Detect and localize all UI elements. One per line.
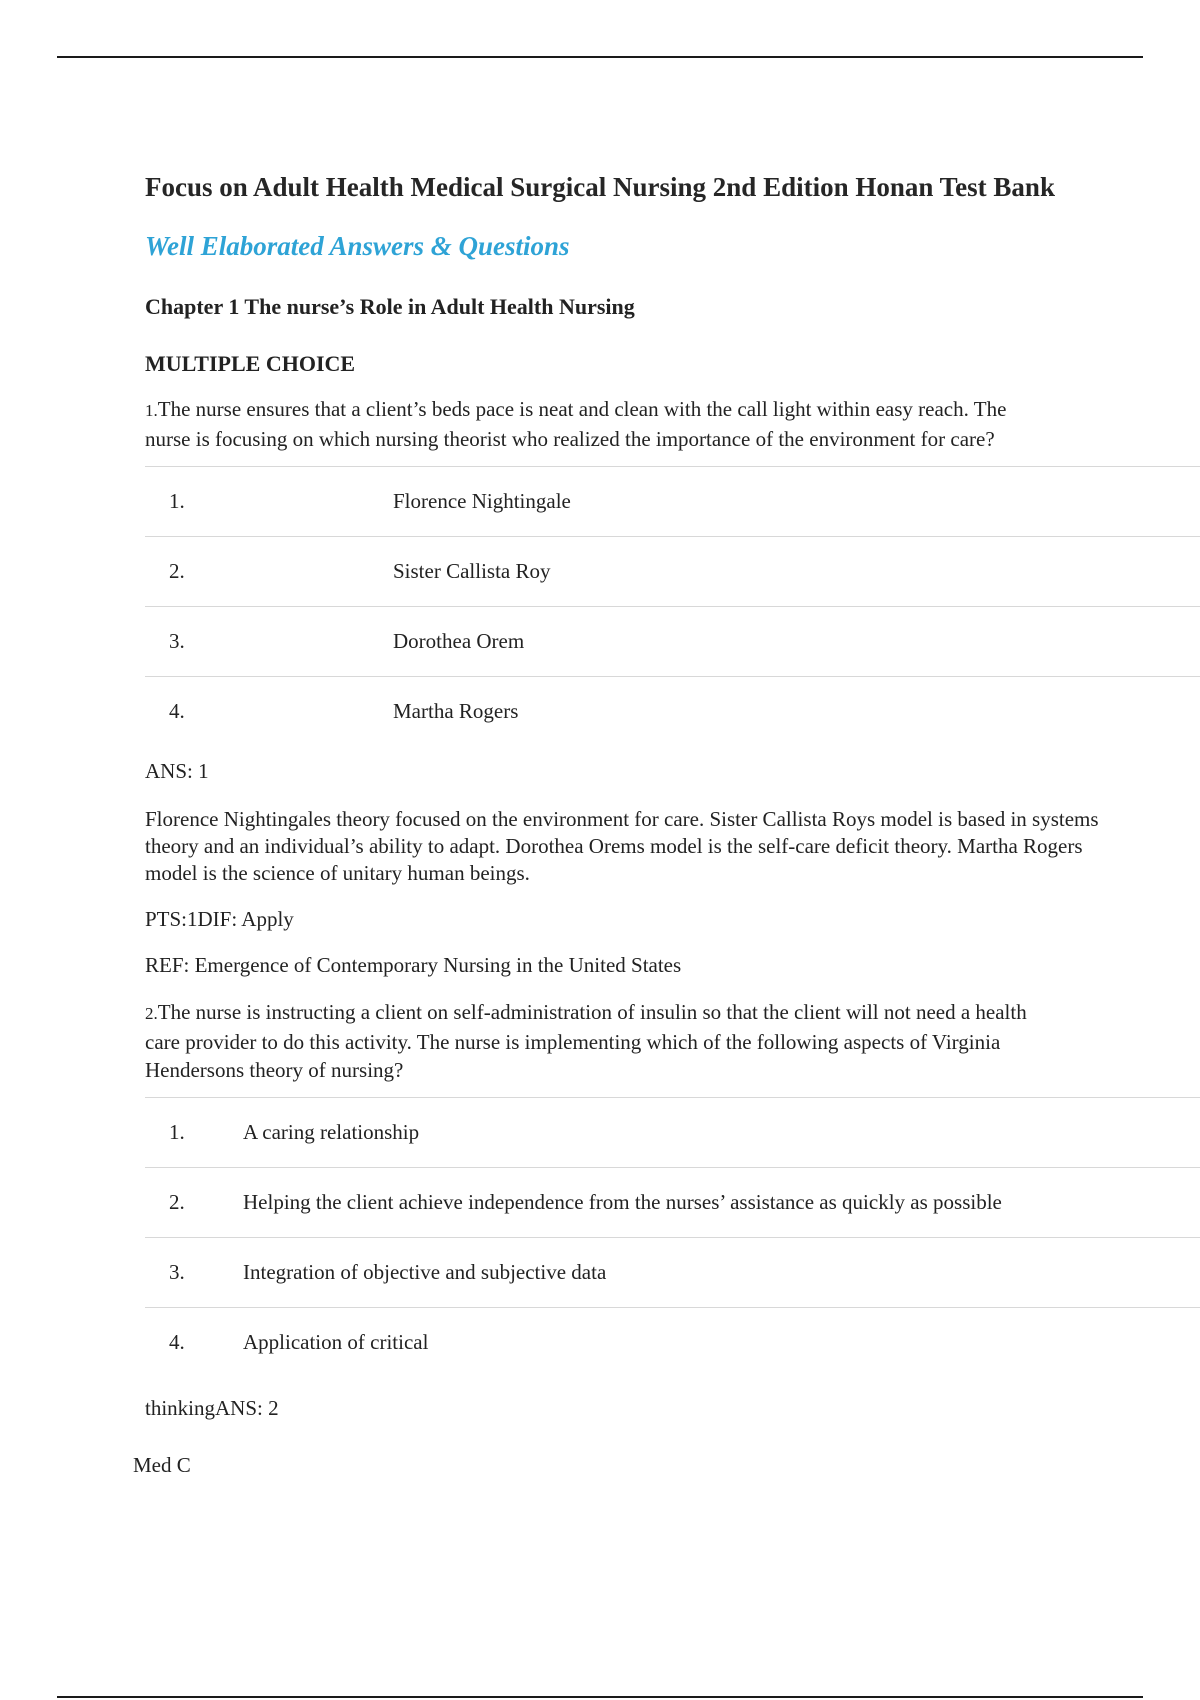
question-1-points: PTS:1DIF: Apply (145, 907, 294, 931)
option-row (145, 1098, 1200, 1168)
question-2-answer: thinkingANS: 2 (145, 1396, 279, 1420)
option-row (145, 537, 1200, 607)
option-row (145, 677, 1200, 746)
question-1-options (145, 466, 1200, 746)
option-text: Florence Nightingale (393, 489, 571, 513)
option-number: 2. (169, 559, 185, 583)
question-1-reference: REF: Emergence of Contemporary Nursing in the United States (145, 953, 682, 977)
question-2-number: 2. (145, 1004, 158, 1023)
question-2-stem: The nurse is instructing a client on self-administration of insulin so that the client will not need a health care provider to do this activity. The nurse is implementing which of the following aspects of Virginia Hendersons theory of nursing? (145, 1000, 1027, 1082)
option-number: 3. (169, 1260, 185, 1284)
option-number: 1. (169, 489, 185, 513)
bottom-rule (57, 1696, 1143, 1698)
option-row (145, 607, 1200, 677)
option-row (145, 467, 1200, 537)
option-text: A caring relationship (243, 1120, 420, 1144)
option-number: 4. (169, 1330, 185, 1354)
document-title: Focus on Adult Health Medical Surgical Nursing 2nd Edition Honan Test Bank (145, 172, 1055, 202)
document-subtitle: Well Elaborated Answers & Questions (145, 231, 570, 261)
option-text: Integration of objective and subjective data (243, 1260, 607, 1284)
section-heading: MULTIPLE CHOICE (145, 351, 356, 376)
option-text: Martha Rogers (393, 699, 519, 723)
option-row (145, 1238, 1200, 1308)
question-2-options (145, 1097, 1200, 1377)
document-body (133, 168, 1200, 1479)
question-1-number: 1. (145, 401, 158, 420)
option-text: Application of critical (243, 1330, 429, 1354)
option-number: 4. (169, 699, 185, 723)
option-text: Helping the client achieve independence from the nurses’ assistance as quickly as possible (243, 1190, 1002, 1214)
question-1-answer: ANS: 1 (145, 759, 209, 783)
question-1-text (145, 395, 1045, 453)
option-row (145, 1168, 1200, 1238)
option-number: 2. (169, 1190, 185, 1214)
question-2-text (145, 998, 1045, 1084)
option-text: Dorothea Orem (393, 629, 525, 653)
option-text: Sister Callista Roy (393, 559, 551, 583)
option-row (145, 1308, 1200, 1377)
question-1-rationale: Florence Nightingales theory focused on the environment for care. Sister Callista Roys model is based in systems theory and an individual’s ability to adapt. Dorothea Orems model is the self-care deficit theory. Martha Rogers model is the science of unitary human beings. (145, 807, 1099, 885)
option-number: 1. (169, 1120, 185, 1144)
footer-note: Med C (133, 1453, 191, 1477)
top-rule (57, 56, 1143, 58)
option-number: 3. (169, 629, 185, 653)
chapter-heading: Chapter 1 The nurse’s Role in Adult Health Nursing (145, 294, 635, 319)
question-1-stem: The nurse ensures that a client’s beds pace is neat and clean with the call light within easy reach. The nurse is focusing on which nursing theorist who realized the importance of the environment for care? (145, 397, 1007, 451)
